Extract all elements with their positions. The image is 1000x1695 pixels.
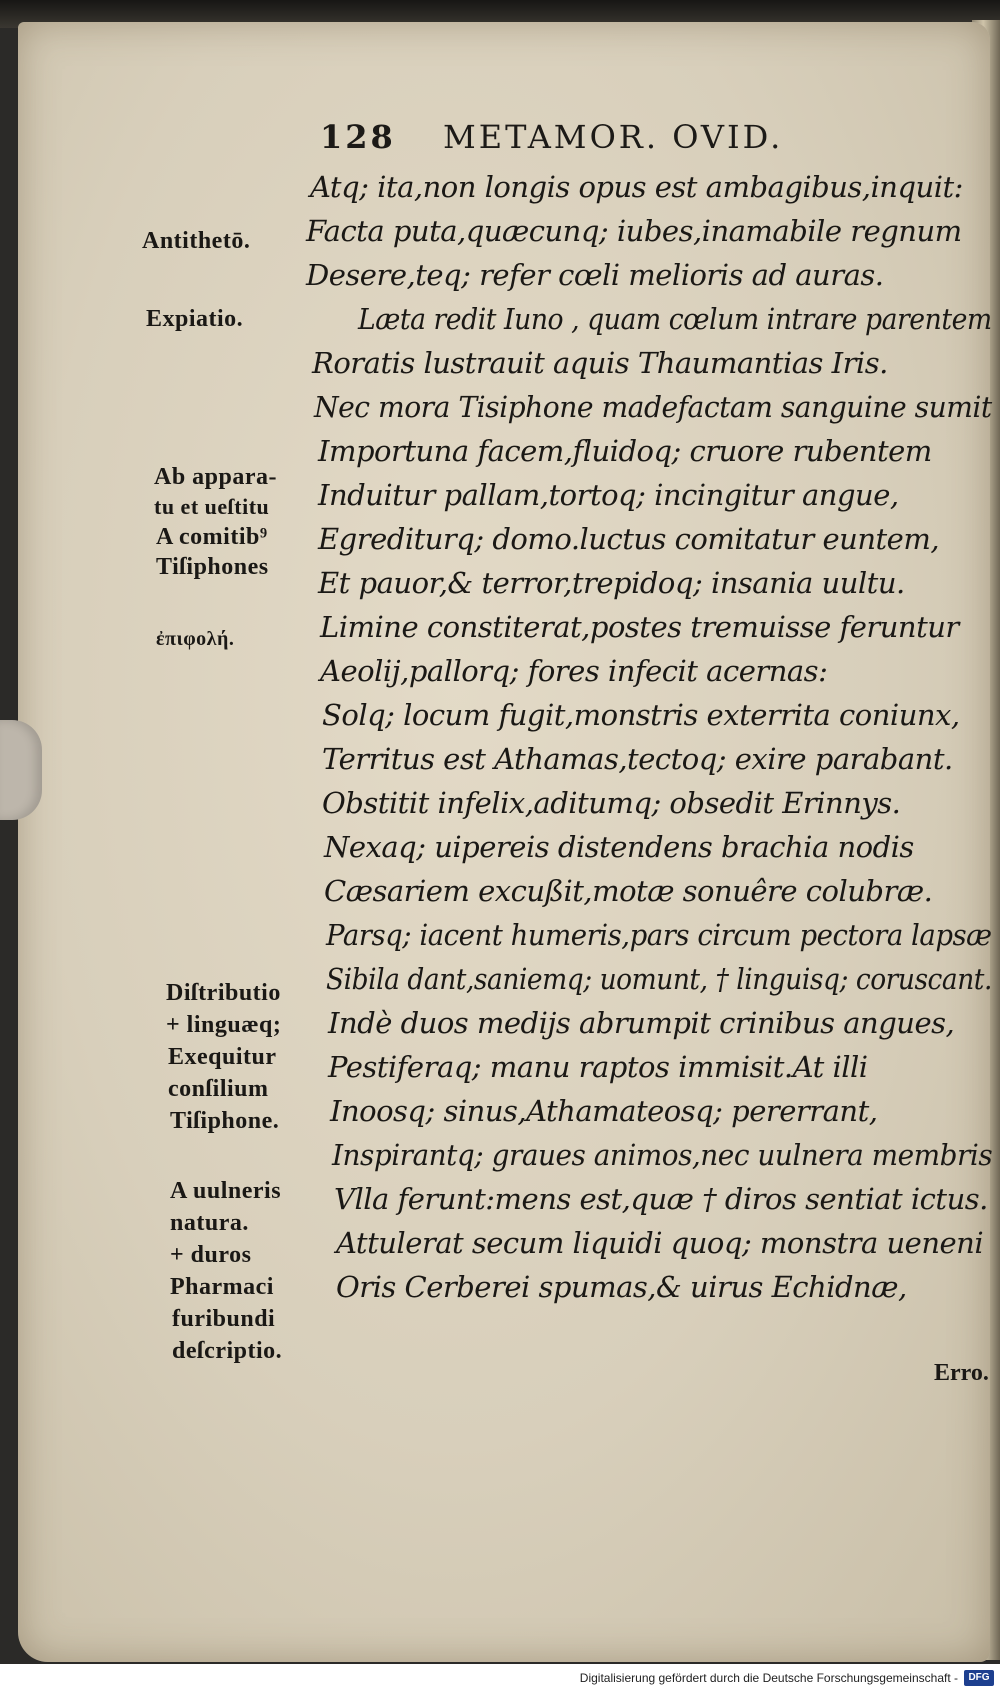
verse-line: Atq; ita,non longis opus est ambagibus,inquit:: [310, 170, 963, 204]
gloss-line: A uulneris: [170, 1178, 282, 1204]
gloss-line: conſilium: [168, 1076, 269, 1102]
verse-line: Induitur pallam,tortoq; incingitur angue,: [318, 478, 899, 512]
gloss-line: + duros: [170, 1242, 252, 1268]
gloss-line: A comitib⁹: [156, 524, 268, 550]
footer-bar: [0, 1664, 1000, 1695]
gloss-line: Pharmaci: [170, 1274, 274, 1300]
verse-line: Nec mora Tisiphone madefactam sanguine sumit: [314, 390, 992, 424]
verse-line: Inoosq; sinus,Athamateosq; pererrant,: [330, 1094, 878, 1128]
gloss-line: Tiſiphone.: [170, 1108, 280, 1134]
footer-credit: Digitalisierung gefördert durch die Deutsche Forschungsgemeinschaft -: [579, 1671, 958, 1685]
verse-line: Et pauor,& terror,trepidoq; insania uultu.: [318, 566, 905, 600]
verse-line: Facta puta,quæcunq; iubes,inamabile regnum: [306, 214, 962, 248]
verse-line: Egrediturq; domo.luctus comitatur euntem,: [318, 522, 940, 556]
verse-line: Inspirantq; graues animos,nec uulnera membris: [332, 1138, 993, 1172]
gloss-line: furibundi: [172, 1306, 276, 1332]
verse-line: Desere,teq; refer cœli melioris ad auras.: [306, 258, 884, 292]
gloss-line: Exequitur: [168, 1044, 277, 1070]
verse-line: Obstitit infelix,aditumq; obsedit Erinnys.: [322, 786, 901, 820]
verse-line: Attulerat secum liquidi quoq; monstra ueneni: [336, 1226, 984, 1260]
verse-line: Territus est Athamas,tectoq; exire parabant.: [322, 742, 953, 776]
gloss-line: + linguæq;: [166, 1012, 282, 1038]
gloss-antitheton: Antithetō.: [142, 228, 251, 254]
gloss-line: Ab appara-: [154, 464, 278, 490]
gloss-line: deſcriptio.: [172, 1338, 283, 1364]
dfg-logo[interactable]: DFG: [964, 1670, 994, 1686]
verse-line: Cæsariem excußit,motæ sonuêre colubræ.: [324, 874, 933, 908]
verse-line: Aeolij,pallorq; fores infecit acernas:: [320, 654, 828, 688]
verse-line: Oris Cerberei spumas,& uirus Echidnæ,: [336, 1270, 907, 1304]
verse-line: Limine constiterat,postes tremuisse feruntur: [320, 610, 959, 644]
verse-line: Nexaq; uipereis distendens brachia nodis: [324, 830, 914, 864]
verse-line: Parsq; iacent humeris,pars circum pectora lapsæ: [326, 918, 992, 952]
verse-line: Vlla ferunt:mens est,quæ † diros sentiat ictus.: [334, 1182, 988, 1216]
gloss-line: Tiſiphones: [156, 554, 269, 580]
thumb: [0, 720, 42, 820]
gloss-line: natura.: [170, 1210, 249, 1236]
verse-line: Pestiferaq; manu raptos immisit.At illi: [328, 1050, 868, 1084]
page-number: 128: [320, 118, 396, 156]
verse-line: Sibila dant,saniemq; uomunt, † linguisq; coruscant.: [326, 962, 992, 996]
gloss-line: Diſtributio: [166, 980, 281, 1006]
gloss-greek: ἐπιφολή.: [156, 628, 235, 650]
running-header: [320, 118, 880, 156]
verse-line: Solq; locum fugit,monstris exterrita coniunx,: [322, 698, 960, 732]
verse-line: Roratis lustrauit aquis Thaumantias Iris.: [312, 346, 888, 380]
gloss-expiatio: Expiatio.: [146, 306, 244, 332]
gloss-line: tu et ueſtitu: [154, 494, 270, 519]
catchword: Erro.: [934, 1360, 989, 1386]
running-title: METAMOR. OVID.: [442, 118, 784, 156]
verse-line: Importuna facem,fluidoq; cruore rubentem: [318, 434, 932, 468]
verse-line: Indè duos medijs abrumpit crinibus angues,: [328, 1006, 955, 1040]
verse-line: Læta redit Iuno , quam cœlum intrare parentem: [358, 302, 992, 336]
